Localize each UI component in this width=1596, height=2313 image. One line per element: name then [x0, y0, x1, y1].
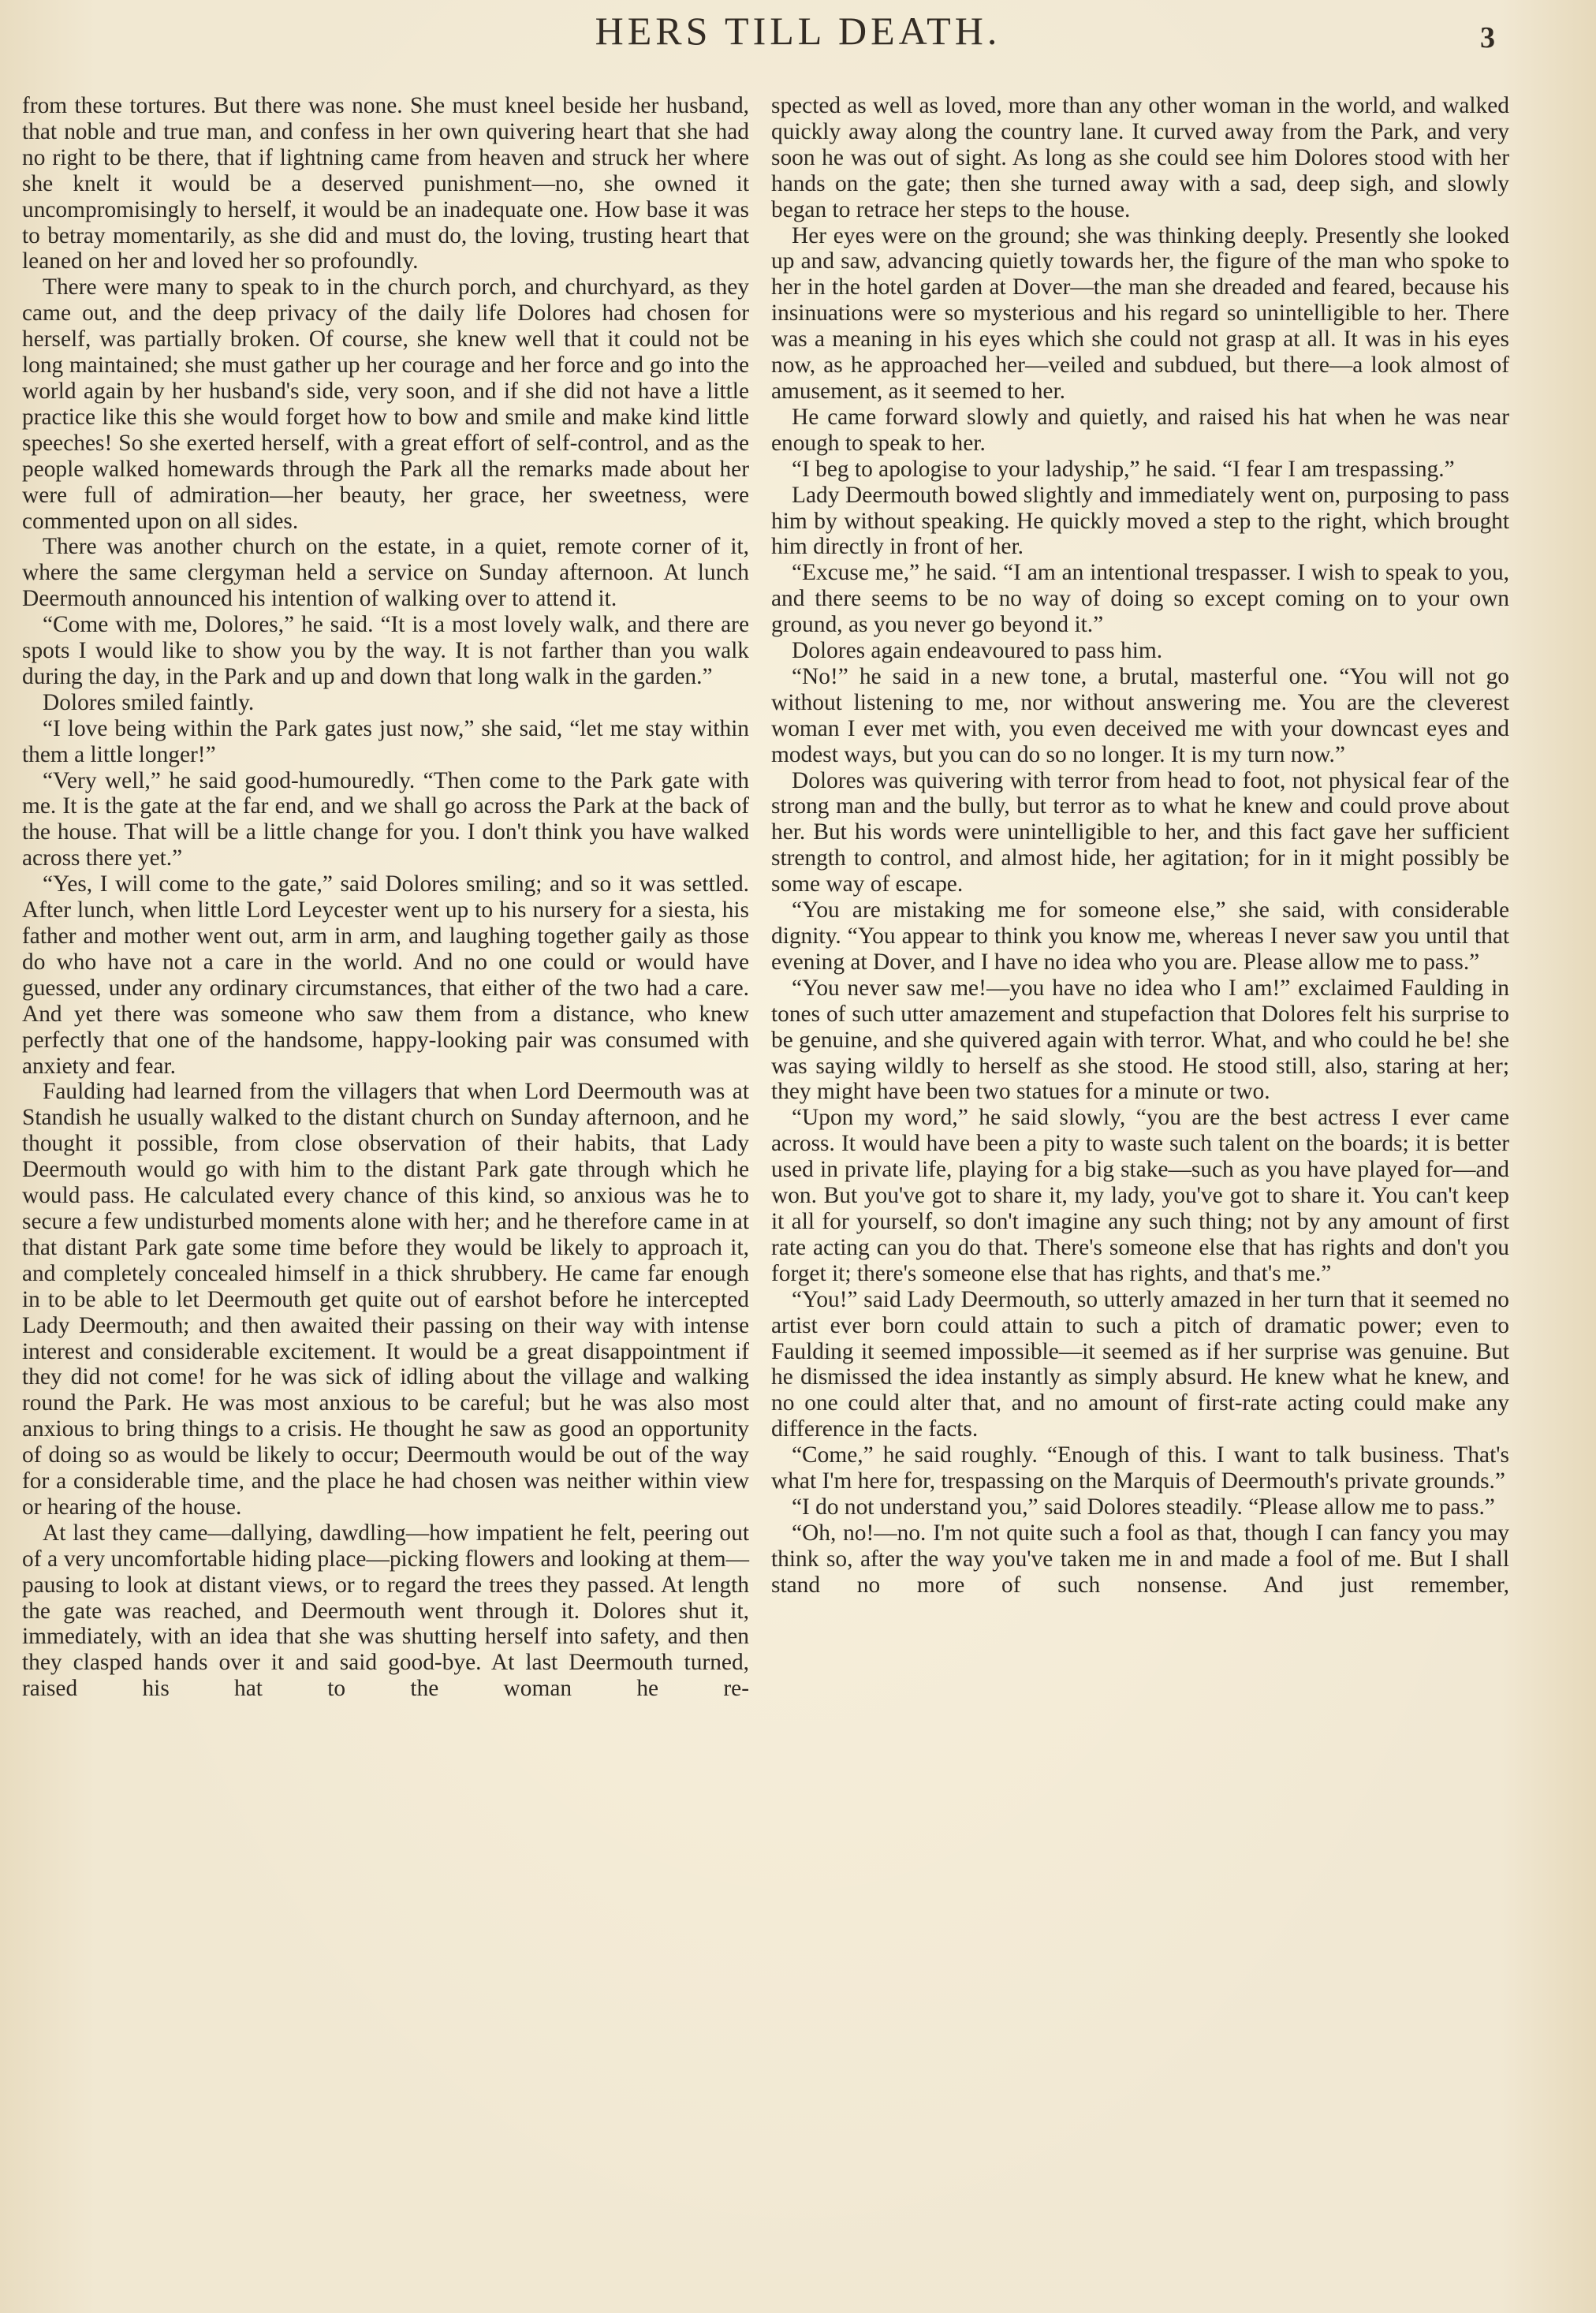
paragraph: “Oh, no!—no. I'm not quite such a fool as that, though I can fancy you may think so, after the way you've taken me in and made a fool of me. But I shall stand no more of such nonsense. And just remember, — [771, 1520, 1509, 1598]
paragraph: “Come with me, Dolores,” he said. “It is a most lovely walk, and there are spots I would like to show you by the way. It is not farther than you walk during the day, in the Park and up and down that long walk in the garden.” — [22, 612, 749, 689]
paragraph: Dolores again endeavoured to pass him. — [792, 638, 1163, 664]
paragraph: At last they came—dallying, dawdling—how impatient he felt, peering out of a very uncomfortable hiding place—picking flowers and looking at them—pausing to look at distant views, or to regard the trees they passed. At length the gate was reached, and Deermouth went through it. Dolores shut it, immediately, with an idea that she was shutting herself into safety, and then they clasped hands over it and said good-bye. At last Deermouth turned, raised his hat to the woman he re- — [22, 1520, 749, 1702]
paragraph: “You!” said Lady Deermouth, so utterly amazed in her turn that it seemed no artist ever born could attain to such a pitch of dramatic power; even to Faulding it seemed impossible—it seemed as if her surprise was genuine. But he dismissed the idea instantly as simply absurd. He knew what he knew, and no one could alter that, and no amount of first-rate acting could make any difference in the facts. — [771, 1286, 1509, 1442]
paragraph: “No!” he said in a new tone, a brutal, masterful one. “You will not go without listening to me, nor without answering me. You are the cleverest woman I ever met with, you even deceived me with your downcast eyes and modest ways, but you can do so no longer. It is my turn now.” — [771, 663, 1509, 767]
paragraph: from these tortures. But there was none. She must kneel beside her husband, that noble and true man, and confess in her own quivering heart that she had no right to be there, that if lightning came from heaven and struck her where she knelt it would be a deserved punishment—no, she owned it uncompromisingly to herself, it would be an inadequate one. How base it was to betray momentarily, as she did and must do, the loving, trusting heart that leaned on her and loved her so profoundly. — [22, 93, 749, 274]
paragraph: There was another church on the estate, in a quiet, remote corner of it, where the same clergyman held a service on Sunday afternoon. At lunch Deermouth announced his intention of walking over to attend it. — [22, 534, 749, 612]
paragraph: spected as well as loved, more than any other woman in the world, and walked quickly away along the country lane. It curved away from the Park, and very soon he was out of sight. As long as she could see him Dolores stood with her hands on the gate; then she turned away with a sad, deep sigh, and slowly began to retrace her steps to the house. — [771, 93, 1509, 222]
paragraph: “Excuse me,” he said. “I am an intentional trespasser. I wish to speak to you, and there seems to be no way of doing so except coming on to your own ground, as you never go beyond it.” — [771, 560, 1509, 638]
paragraph: Faulding had learned from the villagers that when Lord Deermouth was at Standish he usually walked to the distant church on Sunday afternoon, and he thought it possible, from close observation of their habits, that Lady Deermouth would go with him to the distant Park gate through which he would pass. He calculated every chance of this kind, so anxious was he to secure a few undisturbed moments alone with her; and he therefore came in at that distant Park gate some time before they would be likely to approach it, and completely concealed himself in a thick shrubbery. He came far enough in to be able to let Deermouth get quite out of earshot before he intercepted Lady Deermouth; and then awaited their passing on their way with intense interest and considerable excitement. It would be a great disappointment if they did not come! for he was sick of idling about the village and walking round the Park. He was most anxious to be careful; but he was also most anxious to bring things to a crisis. He thought he saw as good an opportunity of doing so as would be likely to occur; Deermouth would be out of the way for a considerable time, and the place he had chosen was neither within view or hearing of the house. — [22, 1079, 749, 1520]
paragraph: “Yes, I will come to the gate,” said Dolores smiling; and so it was settled. After lunch, when little Lord Leycester went up to his nursery for a siesta, his father and mother went out, arm in arm, and laughing together gaily as those do who have not a care in the world. And no one could or would have guessed, under any ordinary circumstances, that either of the two had a care. And yet there was someone who saw them from a distance, who knew perfectly that one of the handsome, happy-looking pair was consumed with anxiety and fear. — [22, 871, 749, 1079]
paragraph: Dolores was quivering with terror from head to foot, not physical fear of the strong man and the bully, but terror as to what he knew and could prove about her. But his words were unintelligible to her, and this fact gave her sufficient strength to control, and almost hide, her agitation; for in it might possibly be some way of escape. — [771, 767, 1509, 897]
paragraph: “You never saw me!—you have no idea who I am!” exclaimed Faulding in tones of such utter amazement and stupefaction that Dolores felt his surprise to be genuine, and she quivered again with terror. What, and who could he be! she was saying wildly to herself as she stood. He stood still, also, staring at her; they might have been two statues for a minute or two. — [771, 975, 1509, 1105]
paragraph: “I do not understand you,” said Dolores steadily. “Please allow me to pass.” — [792, 1494, 1495, 1520]
paragraph: “Upon my word,” he said slowly, “you are the best actress I ever came across. It would have been a pity to waste such talent on the boards; it is better used in private life, playing for a big stake—such as you have played for—and won. But you've got to share it, my lady, you've got to share it. You can't keep it all for yourself, so don't imagine any such thing; not by any amount of first rate acting can you do that. There's someone else that has rights and don't you forget it; there's someone else that has rights, and that's me.” — [771, 1105, 1509, 1286]
paragraph: “I beg to apologise to your ladyship,” he said. “I fear I am trespassing.” — [792, 456, 1455, 482]
paragraph: Dolores smiled faintly. — [43, 689, 255, 715]
paragraph: He came forward slowly and quietly, and raised his hat when he was near enough to speak to her. — [771, 404, 1509, 456]
right-column — [771, 93, 1509, 1599]
paragraph: “I love being within the Park gates just now,” she said, “let me stay within them a little longer!” — [22, 715, 749, 767]
paragraph: “You are mistaking me for someone else,” she said, with considerable dignity. “You appear to think you know me, whereas I never saw you until that evening at Dover, and I have no idea who you are. Please allow me to pass.” — [771, 897, 1509, 975]
left-column — [22, 93, 749, 1702]
running-title: HERS TILL DEATH. — [595, 9, 1001, 53]
paragraph: “Very well,” he said good-humouredly. “Then come to the Park gate with me. It is the gate at the far end, and we shall go across the Park at the back of the house. That will be a little change for you. I don't think you have walked across there yet.” — [22, 767, 749, 871]
paragraph: There were many to speak to in the church porch, and churchyard, as they came out, and the deep privacy of the daily life Dolores had chosen for herself, was partially broken. Of course, she knew well that it could not be long maintained; she must gather up her courage and her force and go into the world again by her husband's side, very soon, and if she did not have a little practice like this she would forget how to bow and smile and make kind little speeches! So she exerted herself, with a great effort of self-control, and as the people walked homewards through the Park all the remarks made about her were full of admiration—her beauty, her grace, her sweetness, were commented upon on all sides. — [22, 274, 749, 534]
paragraph: “Come,” he said roughly. “Enough of this. I want to talk business. That's what I'm here for, trespassing on the Marquis of Deermouth's private grounds.” — [771, 1442, 1509, 1494]
paragraph: Her eyes were on the ground; she was thinking deeply. Presently she looked up and saw, advancing quietly towards her, the figure of the man who spoke to her in the hotel garden at Dover—the man she dreaded and feared, because his insinuations were so mysterious and his regard so unintelligible to her. There was a meaning in his eyes which she could not grasp at all. It was in his eyes now, as he approached her—veiled and subdued, but there—a look almost of amusement, as it seemed to her. — [771, 222, 1509, 404]
paragraph: Lady Deermouth bowed slightly and immediately went on, purposing to pass him by without speaking. He quickly moved a step to the right, which brought him directly in front of her. — [771, 482, 1509, 560]
page-number: 3 — [1480, 21, 1495, 54]
